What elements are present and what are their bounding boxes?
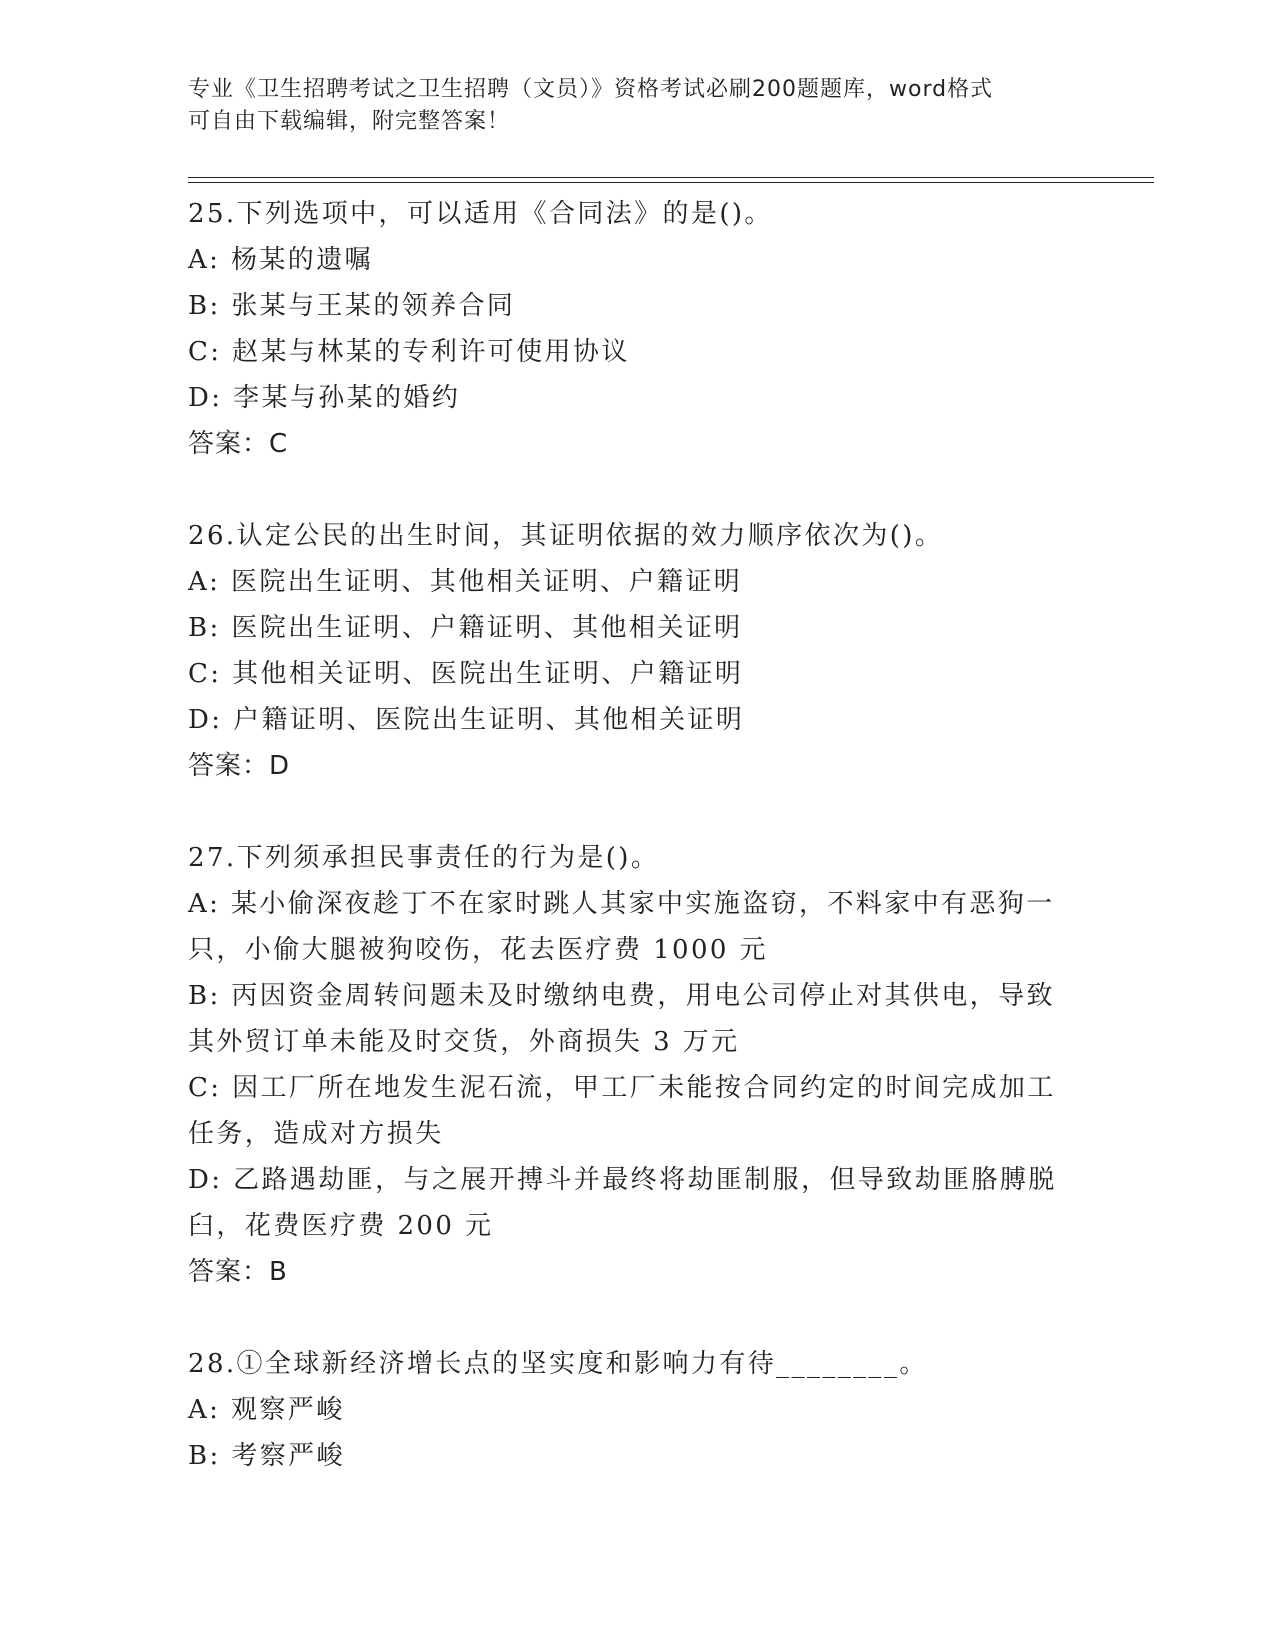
option-c: C: 其他相关证明、医院出生证明、户籍证明 (188, 659, 744, 689)
header-divider-top (188, 177, 1154, 178)
option-b: B: 丙因资金周转问题未及时缴纳电费，用电公司停止对其供电，导致 (188, 981, 1055, 1011)
question-26 (188, 513, 1088, 789)
document-header (188, 74, 1088, 138)
option-c: C: 赵某与林某的专利许可使用协议 (188, 337, 630, 367)
header-line-1: 专业《卫生招聘考试之卫生招聘（文员）》资格考试必刷200题题库，word格式 (188, 77, 994, 102)
option-b: B: 考察严峻 (188, 1441, 345, 1471)
option-a-continued: 只，小偷大腿被狗咬伤，花去医疗费 1000 元 (188, 935, 768, 965)
option-d: D: 户籍证明、医院出生证明、其他相关证明 (188, 705, 745, 735)
option-c: C: 因工厂所在地发生泥石流，甲工厂未能按合同约定的时间完成加工 (188, 1073, 1056, 1103)
option-c-continued: 任务，造成对方损失 (188, 1119, 444, 1149)
answer: 答案：C (188, 429, 289, 459)
question-stem: 25.下列选项中，可以适用《合同法》的是()。 (188, 199, 773, 229)
question-27 (188, 835, 1088, 1295)
option-a: A: 观察严峻 (188, 1395, 345, 1425)
header-line-2: 可自由下载编辑，附完整答案！ (188, 109, 511, 134)
question-25 (188, 191, 1088, 467)
answer: 答案：D (188, 751, 291, 781)
option-a: A: 医院出生证明、其他相关证明、户籍证明 (188, 567, 743, 597)
option-b: B: 张某与王某的领养合同 (188, 291, 516, 321)
option-a: A: 杨某的遗嘱 (188, 245, 374, 275)
question-stem: 28.①全球新经济增长点的坚实度和影响力有待________。 (188, 1349, 928, 1379)
question-28 (188, 1341, 1088, 1479)
option-d-continued: 臼，花费医疗费 200 元 (188, 1211, 494, 1241)
option-b-continued: 其外贸订单未能及时交货，外商损失 3 万元 (188, 1027, 740, 1057)
option-b: B: 医院出生证明、户籍证明、其他相关证明 (188, 613, 743, 643)
option-a: A: 某小偷深夜趁丁不在家时跳人其家中实施盗窃，不料家中有恶狗一 (188, 889, 1055, 919)
question-stem: 26.认定公民的出生时间，其证明依据的效力顺序依次为()。 (188, 521, 944, 551)
answer: 答案：B (188, 1257, 288, 1287)
question-list (188, 191, 1088, 1479)
option-d: D: 乙路遇劫匪，与之展开搏斗并最终将劫匪制服，但导致劫匪胳膊脱 (188, 1165, 1057, 1195)
question-stem: 27.下列须承担民事责任的行为是()。 (188, 843, 660, 873)
option-d: D: 李某与孙某的婚约 (188, 383, 461, 413)
header-divider-bottom (188, 182, 1154, 183)
